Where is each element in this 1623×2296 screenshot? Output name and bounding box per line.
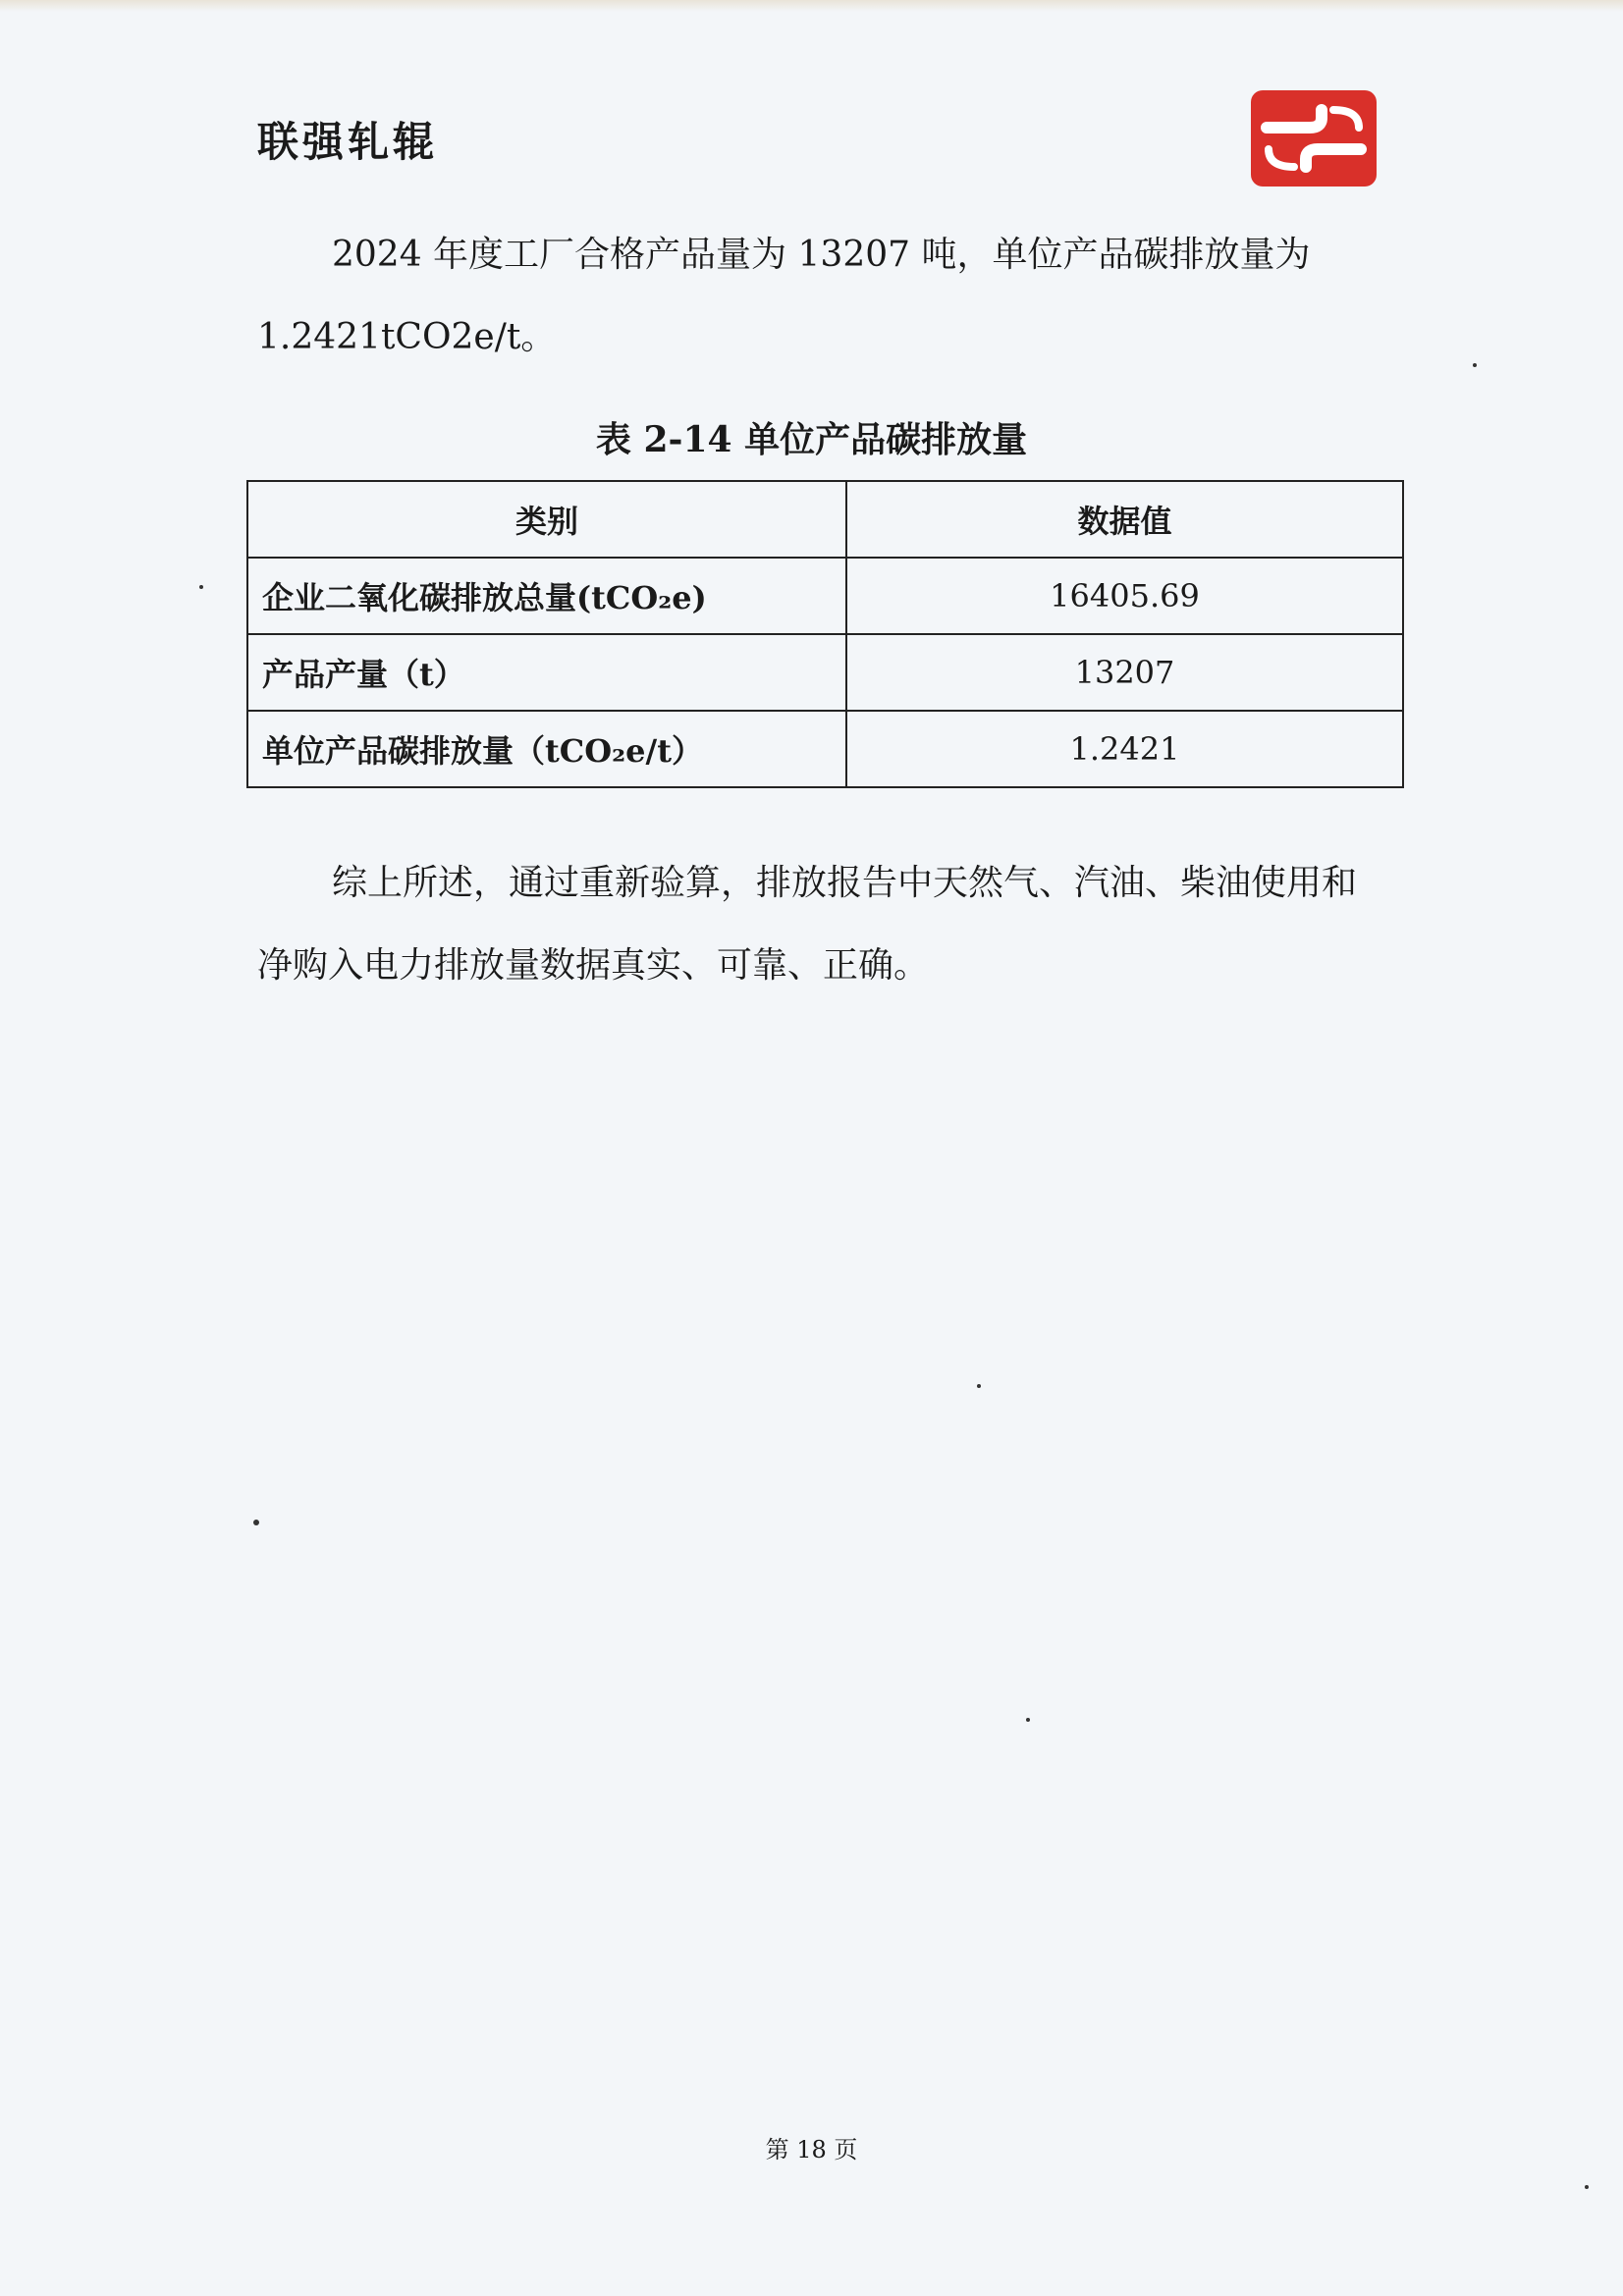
scan-speck — [977, 1384, 981, 1388]
row-category: 企业二氧化碳排放总量(tCO₂e) — [247, 558, 846, 634]
table-header-row — [247, 481, 1403, 558]
company-brand-name: 联强轧辊 — [257, 118, 439, 166]
page-number: 第 18 页 — [765, 2136, 858, 2163]
table-row — [247, 711, 1403, 787]
company-logo-icon — [1249, 88, 1379, 188]
paragraph-product-output-text: 2024 年度工厂合格产品量为 13207 吨，单位产品碳排放量为 1.2421tCO2e/t。 — [257, 235, 1311, 357]
scan-speck — [1026, 1718, 1030, 1722]
row-value: 1.2421 — [846, 711, 1403, 787]
table-caption: 表 2-14 单位产品碳排放量 — [595, 419, 1028, 460]
scan-speck — [1585, 2185, 1589, 2189]
scan-speck — [253, 1520, 259, 1525]
row-category: 产品产量（t） — [247, 634, 846, 711]
table-row — [247, 634, 1403, 711]
paragraph-conclusion-text: 综上所述，通过重新验算，排放报告中天然气、汽油、柴油使用和净购入电力排放量数据真实、可靠、正确。 — [257, 863, 1358, 986]
emission-table — [246, 480, 1404, 788]
row-category: 单位产品碳排放量（tCO₂e/t） — [247, 711, 846, 787]
scan-speck — [1473, 363, 1477, 367]
row-value: 13207 — [846, 634, 1403, 711]
scan-speck — [199, 585, 203, 589]
paragraph-product-output — [257, 214, 1377, 379]
scan-edge — [0, 0, 1623, 12]
header-category: 类别 — [247, 481, 846, 558]
row-value: 16405.69 — [846, 558, 1403, 634]
table-row — [247, 558, 1403, 634]
header-value: 数据值 — [846, 481, 1403, 558]
paragraph-conclusion — [257, 842, 1377, 1007]
